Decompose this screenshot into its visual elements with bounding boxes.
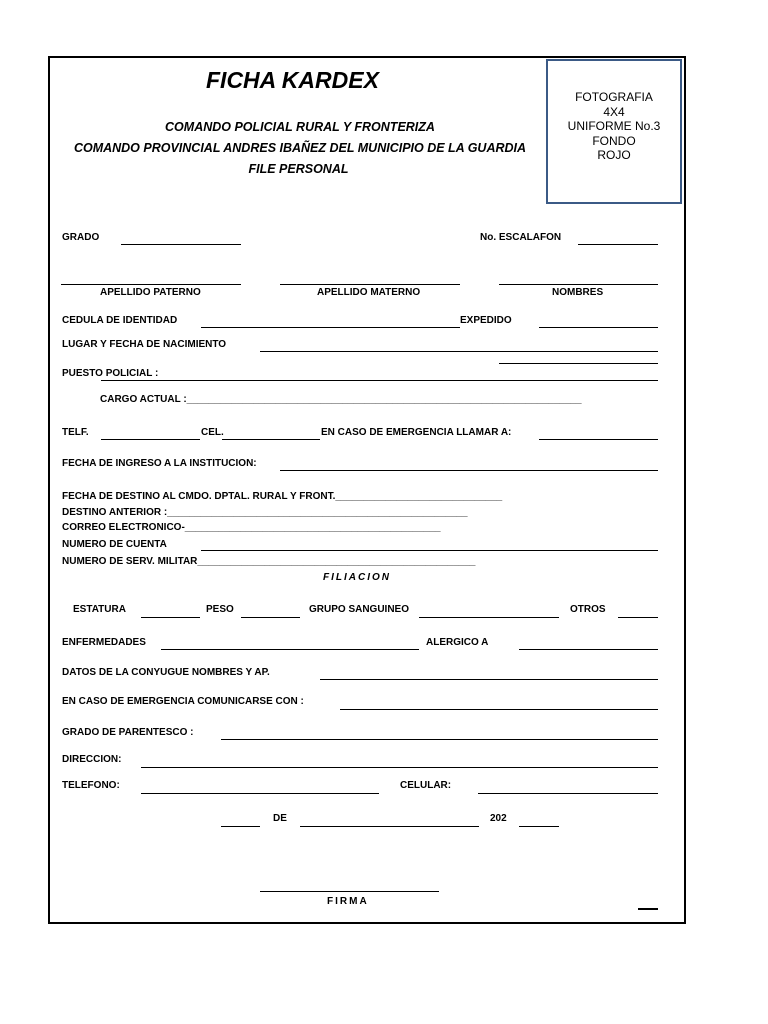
- telefono-label: TELEFONO:: [62, 780, 120, 791]
- filiacion-heading: FILIACION: [323, 572, 391, 583]
- photo-line: 4X4: [603, 104, 625, 119]
- enfermedades-label: ENFERMEDADES: [62, 637, 146, 648]
- nombres-line[interactable]: [499, 284, 658, 285]
- cargo-actual-label: CARGO ACTUAL :_______________________________________________________________________: [100, 394, 582, 405]
- numero-cuenta-line[interactable]: [201, 550, 658, 551]
- cel-label: CEL.: [201, 427, 224, 438]
- puesto-policial-line[interactable]: [101, 380, 658, 381]
- conyugue-line[interactable]: [320, 679, 658, 680]
- fecha-destino-label: FECHA DE DESTINO AL CMDO. DPTAL. RURAL Y FRONT.______________________________: [62, 491, 503, 502]
- nombres-label: NOMBRES: [552, 287, 604, 298]
- alergico-line[interactable]: [519, 649, 658, 650]
- header-line-3: FILE PERSONAL: [248, 162, 349, 176]
- parentesco-label: GRADO DE PARENTESCO :: [62, 727, 194, 738]
- grupo-sanguineo-label: GRUPO SANGUINEO: [309, 604, 410, 615]
- estatura-line[interactable]: [141, 617, 200, 618]
- alergico-label: ALERGICO A: [426, 637, 489, 648]
- lugar-fecha-nacimiento-label: LUGAR Y FECHA DE NACIMIENTO: [62, 339, 227, 350]
- year-prefix-label: 202: [490, 813, 507, 824]
- apellido-paterno-label: APELLIDO PATERNO: [100, 287, 201, 298]
- grado-line[interactable]: [121, 244, 241, 245]
- otros-label: OTROS: [570, 604, 606, 615]
- firma-line[interactable]: [260, 891, 439, 892]
- fecha-ingreso-label: FECHA DE INGRESO A LA INSTITUCION:: [62, 458, 257, 469]
- grupo-sanguineo-line[interactable]: [419, 617, 559, 618]
- month-line[interactable]: [300, 826, 479, 827]
- firma-label: FIRMA: [327, 896, 369, 907]
- enfermedades-line[interactable]: [161, 649, 419, 650]
- header-line-2: COMANDO PROVINCIAL ANDRES IBAÑEZ DEL MUNICIPIO DE LA GUARDIA: [73, 141, 527, 155]
- peso-label: PESO: [206, 604, 234, 615]
- header-line-1: COMANDO POLICIAL RURAL Y FRONTERIZA: [165, 120, 435, 134]
- photo-line: UNIFORME No.3: [567, 119, 661, 133]
- direccion-line[interactable]: [141, 767, 658, 768]
- apellido-materno-line[interactable]: [280, 284, 460, 285]
- celular-label: CELULAR:: [400, 780, 452, 791]
- expedido-line[interactable]: [539, 327, 658, 328]
- puesto-policial-label: PUESTO POLICIAL :: [62, 368, 159, 379]
- emergencia-llamar-line[interactable]: [539, 439, 658, 440]
- celular-line[interactable]: [478, 793, 658, 794]
- lugar-fecha-line[interactable]: [260, 351, 658, 352]
- numero-cuenta-label: NUMERO DE CUENTA: [62, 539, 167, 550]
- photo-line: FONDO: [592, 133, 636, 148]
- destino-anterior-label: DESTINO ANTERIOR :______________________________________________________: [62, 507, 468, 518]
- year-line[interactable]: [519, 826, 559, 827]
- fecha-ingreso-line[interactable]: [280, 470, 658, 471]
- apellido-materno-label: APELLIDO MATERNO: [317, 287, 421, 298]
- serv-militar-label: NUMERO DE SERV. MILITAR__________________________________________________: [62, 556, 476, 567]
- correo-label: CORREO ELECTRONICO-______________________________________________: [62, 522, 441, 533]
- page-title: FICHA KARDEX: [206, 67, 379, 93]
- lugar-fecha-line-2[interactable]: [499, 363, 658, 364]
- emergencia-comunicarse-label: EN CASO DE EMERGENCIA COMUNICARSE CON :: [62, 696, 304, 707]
- conyugue-label: DATOS DE LA CONYUGUE NOMBRES Y AP.: [62, 667, 270, 678]
- escalafon-label: No. ESCALAFON: [480, 232, 562, 243]
- expedido-label: EXPEDIDO: [460, 315, 512, 326]
- parentesco-line[interactable]: [221, 739, 658, 740]
- emergencia-comunicarse-line[interactable]: [340, 709, 658, 710]
- direccion-label: DIRECCION:: [62, 754, 122, 765]
- telefono-line[interactable]: [141, 793, 379, 794]
- cedula-line[interactable]: [201, 327, 460, 328]
- de-label: DE: [273, 813, 287, 824]
- cedula-label: CEDULA DE IDENTIDAD: [62, 315, 178, 326]
- otros-line[interactable]: [618, 617, 658, 618]
- day-line[interactable]: [221, 826, 260, 827]
- corner-mark: [638, 908, 658, 910]
- photo-line: ROJO: [597, 148, 631, 162]
- cel-line[interactable]: [222, 439, 320, 440]
- apellido-paterno-line[interactable]: [61, 284, 241, 285]
- estatura-label: ESTATURA: [73, 604, 126, 615]
- photo-box: [546, 59, 682, 204]
- telf-line[interactable]: [101, 439, 200, 440]
- emergencia-llamar-label: EN CASO DE EMERGENCIA LLAMAR A:: [321, 427, 512, 438]
- grado-label: GRADO: [62, 232, 100, 243]
- escalafon-line[interactable]: [578, 244, 658, 245]
- photo-line: FOTOGRAFIA: [575, 90, 653, 104]
- telf-label: TELF.: [62, 427, 89, 438]
- peso-line[interactable]: [241, 617, 300, 618]
